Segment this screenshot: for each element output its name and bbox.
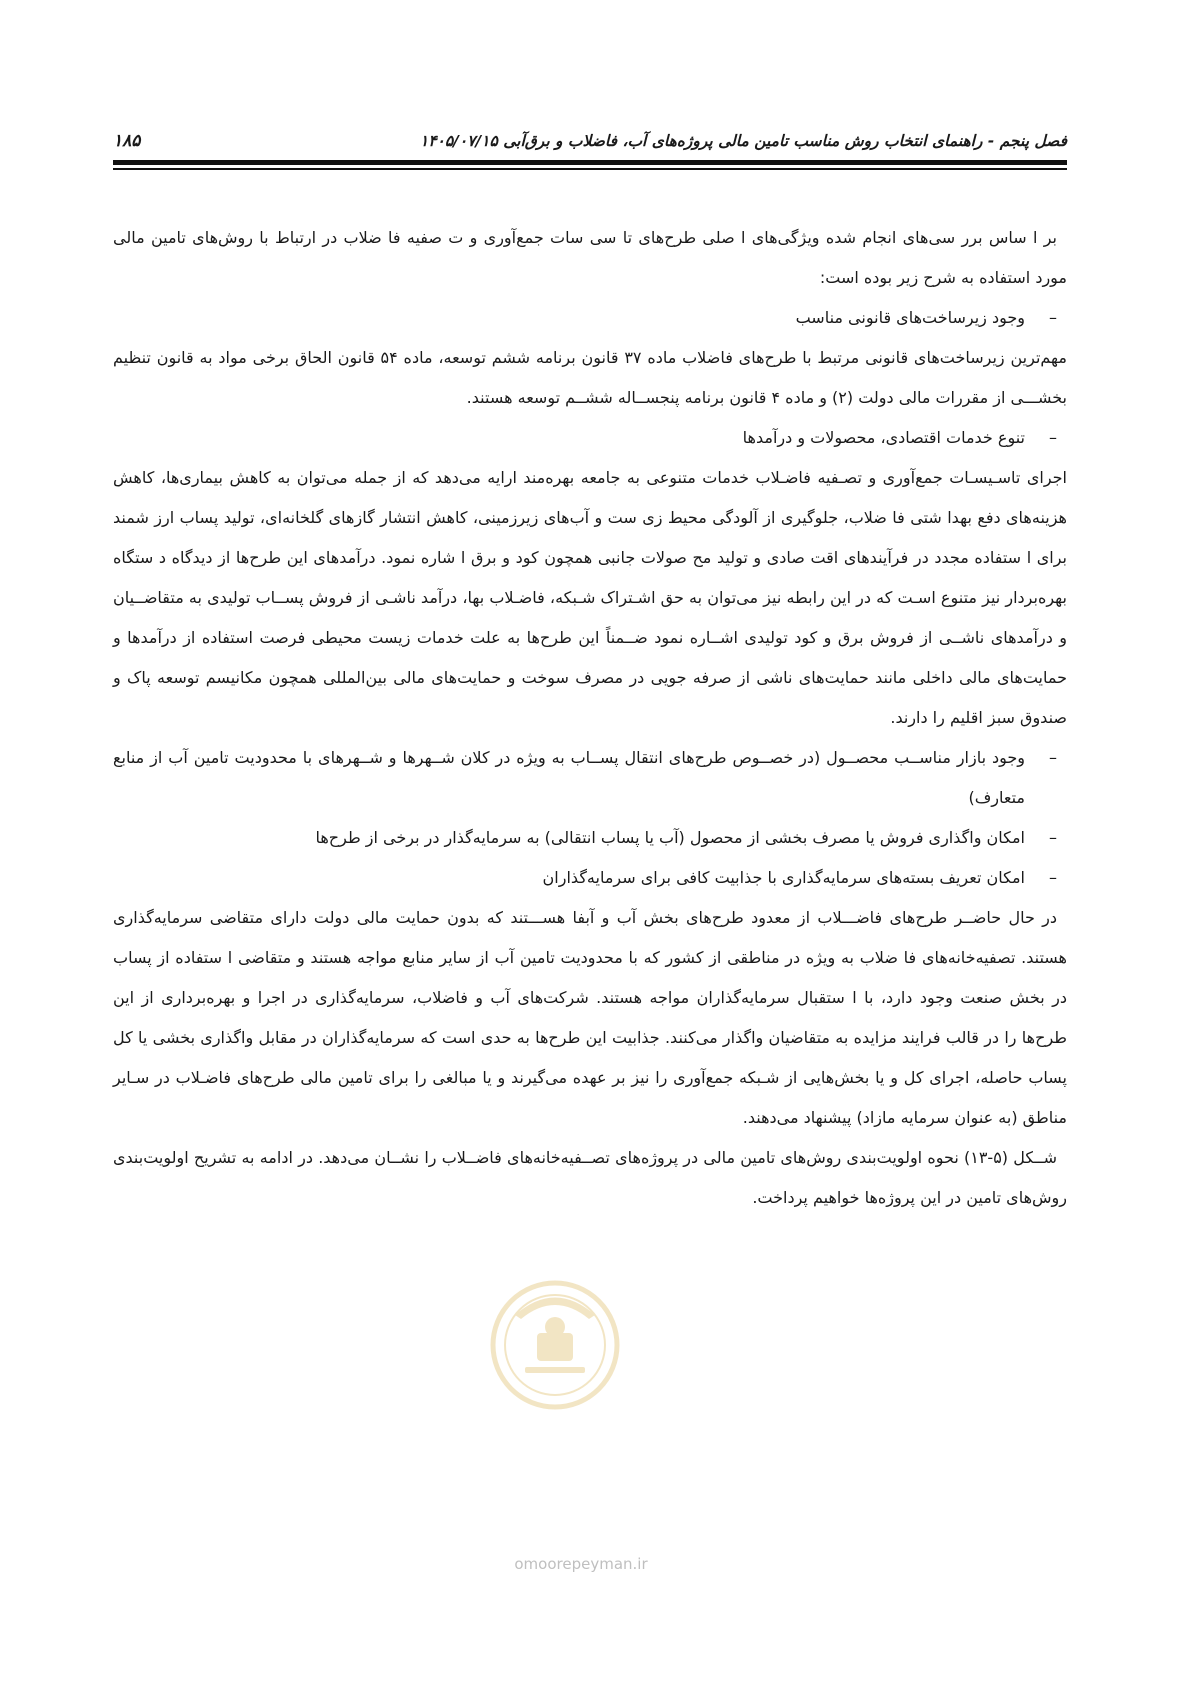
legal-paragraph: مهم‌ترین زیرساخت‌های قانونی مرتبط با طرح‌های فاضلاب ماده ۳۷ قانون برنامه ششم توسعه، ماده ۵۴ قانون الحاق برخی مواد به قانون تنظیم بخشـــی از مقررات مالی دولت (۲) و ماده ۴ قانون برنامه پنجســاله ششــم توسعه هستند. <box>113 348 1067 407</box>
running-header <box>113 128 1067 154</box>
bullet-dash: – <box>1049 868 1057 887</box>
bullet-legal-title: وجود زیرساخت‌های قانونی مناسب <box>795 308 1025 327</box>
page-body <box>113 218 1067 1218</box>
header-title: فصل پنجم - راهنمای انتخاب روش مناسب تامین مالی پروژه‌های آب، فاضلاب و برق‌آبی ۱۴۰۵/۰۷/۱۵ <box>419 132 1067 150</box>
bullet-legal-infrastructure <box>113 298 1067 338</box>
watermark-url: omoorepeyman.ir <box>514 1555 648 1573</box>
seal-logo-icon <box>485 1275 625 1415</box>
header-rule-thick <box>113 160 1067 165</box>
header-rule-thin <box>113 168 1067 170</box>
page-number: ۱۸۵ <box>113 131 141 151</box>
bullet-dash: – <box>1049 428 1057 447</box>
bullet-transfer-text: امکان واگذاری فروش یا مصرف بخشی از محصول (آب یا پساب انتقالی) به سرمایه‌گذار در برخی از طرح‌ها <box>315 828 1025 847</box>
bullet-services <box>113 418 1067 458</box>
intro-paragraph: بر ا ساس برر سی‌های انجام شده ویژگی‌های ا صلی طرح‌های تا سی سات جمع‌آوری و ت صفیه فا ضلاب در ارتباط با روش‌های تامین مالی مورد استفاده به شرح زیر بوده است: <box>113 228 1067 287</box>
bullet-packages <box>113 858 1067 898</box>
bullet-services-title: تنوع خدمات اقتصادی، محصولات و درآمدها <box>742 428 1025 447</box>
bullet-market <box>113 738 1067 818</box>
current-state-paragraph: در حال حاضــر طرح‌های فاضـــلاب از معدود طرح‌های بخش آب و آبفا هســـتند که بدون حمایت مالی دولت دارای متقاضی سرمایه‌گذاری هستند. تصفیه‌خانه‌های فا ضلاب به ویژه در مناطقی از کشور که با محدودیت تامین آب از سایر منابع مواجه هستند و متقاضی ا ستفاده از پساب در بخش صنعت وجود دارد، با ا ستقبال سرمایه‌گذاران مواجه هستند. شرکت‌های آب و فاضلاب، سرمایه‌گذاری در اجرا و بهره‌برداری از این طرح‌ها را در قالب فرایند مزایده به متقاضیان واگذار می‌کنند. جذابیت این طرح‌ها به حدی است که سرمایه‌گذاران در مقابل واگذاری بخشی یا کل پساب حاصله، اجرای کل و یا بخش‌هایی از شـبکه جمع‌آوری را نیز بر عهده می‌گیرند و یا مبالغی را برای تامین مالی طرح‌های فاضـلاب در سـایر مناطق (به عنوان سرمایه مازاد) پیشنهاد می‌دهند. <box>113 908 1067 1127</box>
bullet-dash: – <box>1049 748 1057 767</box>
bullet-dash: – <box>1049 308 1057 327</box>
bullet-packages-text: امکان تعریف بسته‌های سرمایه‌گذاری با جذابیت کافی برای سرمایه‌گذاران <box>542 868 1025 887</box>
services-paragraph: اجرای تاسـیسـات جمع‌آوری و تصـفیه فاضـلاب خدمات متنوعی به جامعه بهره‌مند ارایه می‌دهد که از جمله می‌توان به کاهش بیماری‌ها، کاهش هزینه‌های دفع بهدا شتی فا ضلاب، جلوگیری از آلودگی محیط زی ست و آب‌های زیرزمینی، کاهش انتشار گازهای گلخانه‌ای، تولید پساب ارز شمند برای ا ستفاده مجدد در فرآیندهای اقت صادی و تولید مح صولات جانبی همچون کود و برق ا شاره نمود. درآمدهای این طرح‌ها از دیدگاه د ستگاه بهره‌بردار نیز متنوع اسـت که در این رابطه نیز می‌توان به حق اشـتراک شـبکه، فاضـلاب بها، درآمد ناشـی از فروش پســاب تولیدی به متقاضــیان و درآمدهای ناشــی از فروش برق و کود تولیدی اشــاره نمود ضــمناً این طرح‌ها به علت خدمات زیست محیطی فرصت استفاده از درآمدها و حمایت‌های مالی داخلی مانند حمایت‌های ناشی از صرفه جویی در مصرف سوخت و حمایت‌های مالی بین‌المللی همچون مکانیسم توسعه پاک و صندوق سبز اقلیم را دارند. <box>113 468 1067 727</box>
bullet-dash: – <box>1049 828 1057 847</box>
bullet-market-text: وجود بازار مناســب محصــول (در خصــوص طرح‌های انتقال پســاب به ویژه در کلان شــهرها و شــهرهای با محدودیت تامین آب از منابع متعارف) <box>113 748 1025 807</box>
figure-reference-paragraph: شــکل (۵-۱۳) نحوه اولویت‌بندی روش‌های تامین مالی در پروژه‌های تصــفیه‌خانه‌های فاضــلاب را نشــان می‌دهد. در ادامه به تشریح اولویت‌بندی روش‌های تامین در این پروژه‌ها خواهیم پرداخت. <box>113 1148 1067 1207</box>
bullet-transfer <box>113 818 1067 858</box>
